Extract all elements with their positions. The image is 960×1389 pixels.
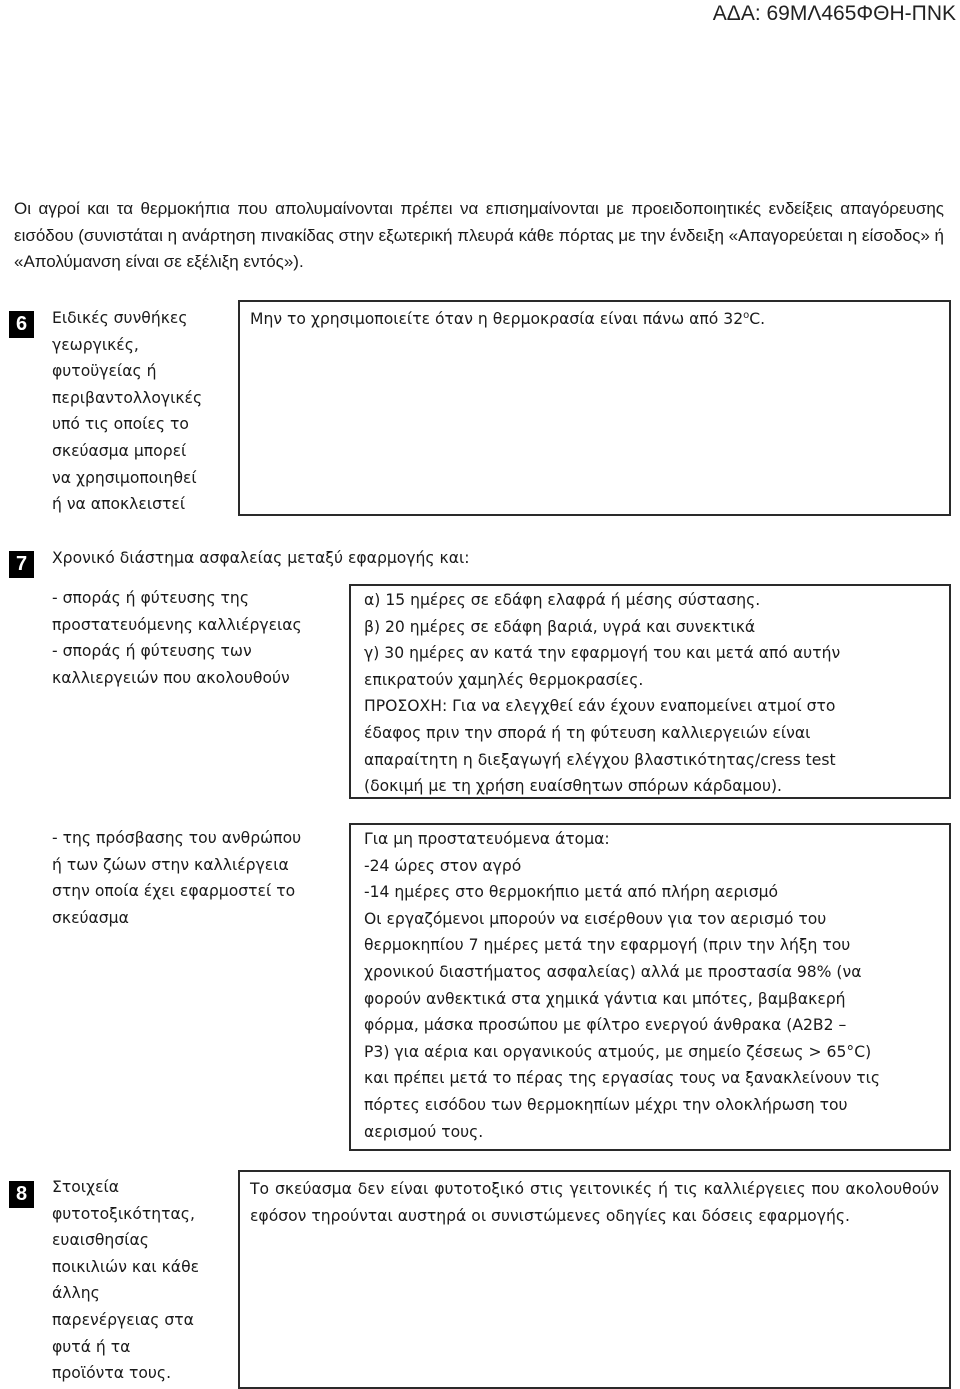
degree-superscript: ο bbox=[743, 310, 750, 321]
section-6-text-unit: C. bbox=[749, 310, 766, 328]
section-7-row-2-box bbox=[349, 823, 951, 1151]
section-7-title: Χρονικό διάστημα ασφαλείας μεταξύ εφαρμογής και: bbox=[52, 549, 470, 567]
section-7-row-2-label: - της πρόσβασης του ανθρώπου ή των ζώων στην καλλιέργεια στην οποία έχει εφαρμοστεί το σκεύασμα bbox=[52, 829, 302, 927]
ada-code: ΑΔΑ: 69ΜΛ465ΦΘΗ-ΠΝΚ bbox=[712, 2, 956, 25]
section-6-text-main: Μην το χρησιμοποιείτε όταν η θερμοκρασία είναι πάνω από 32 bbox=[250, 310, 744, 328]
section-8-number: 8 bbox=[9, 1181, 34, 1208]
section-7-row-1-label: - σποράς ή φύτευσης της προστατευόμενης καλλιέργειας - σποράς ή φύτευσης των καλλιεργειών που ακολουθούν bbox=[52, 589, 302, 687]
section-6-text bbox=[250, 306, 949, 333]
section-8-box bbox=[238, 1170, 951, 1389]
section-8-text: Το σκεύασμα δεν είναι φυτοτοξικό στις γειτονικές ή τις καλλιέργειες που ακολουθούν εφόσον τηρούνται αυστηρά οι συνιστώμενες οδηγίες και δόσεις εφαρμογής. bbox=[250, 1180, 939, 1225]
section-7-row-1-box bbox=[349, 584, 951, 799]
section-6-box bbox=[238, 300, 951, 516]
intro-paragraph: Οι αγροί και τα θερμοκήπια που απολυμαίνονται πρέπει να επισημαίνονται με προειδοποιητικές ενδείξεις απαγόρευσης εισόδου (συνιστάται η ανάρτηση πινακίδας στην εξωτερική πλευρά κάθε πόρτας με την ένδειξη «Απαγορεύεται η είσοδος» ή «Απολύμανση είναι σε εξέλιξη εντός»). bbox=[14, 199, 944, 272]
section-7-row-2-text: Για μη προστατευόμενα άτομα: -24 ώρες στον αγρό -14 ημέρες στο θερμοκήπιο μετά από πλήρη αερισμό Οι εργαζόμενοι μπορούν να εισέρθουν για τον αερισμό του θερμοκηπίου 7 ημέρες μετά την εφαρμογή (πριν την λήξη του χρονικού διαστήματος ασφαλείας) αλλά με προστασία 98% (να φορούν ανθεκτικά στα χημικά γάντια και μπότες, βαμβακερή φόρμα, μάσκα προσώπου με φίλτρο ενεργού άνθρακα (Α2Β2 – Ρ3) για αέρια και οργανικούς ατμούς, με σημείο ζέσεως > 65°C) και πρέπει μετά το πέρας της εργασίας τους να ξανακλείνουν τις πόρτες εισόδου των θερμοκηπίων μέχρι την ολοκλήρωση του αερισμού τους. bbox=[364, 830, 881, 1141]
section-7-number: 7 bbox=[9, 551, 34, 578]
section-7-row-1-text: α) 15 ημέρες σε εδάφη ελαφρά ή μέσης σύστασης. β) 20 ημέρες σε εδάφη βαριά, υγρά και συνεκτικά γ) 30 ημέρες αν κατά την εφαρμογή του και μετά από αυτήν επικρατούν χαμηλές θερμοκρασίες. ΠΡΟΣΟΧΗ: Για να ελεγχθεί εάν έχουν εναπομείνει ατμοί στο έδαφος πριν την σπορά ή τη φύτευση καλλιεργειών είναι απαραίτητη η διεξαγωγή ελέγχου βλαστικότητας/cress test (δοκιμή με τη χρήση ευαίσθητων σπόρων κάρδαμου). bbox=[364, 591, 841, 796]
section-6-label: Ειδικές συνθήκες γεωργικές, φυτοϋγείας ή περιβαντολλογικές υπό τις οποίες το σκεύασμα μπορεί να χρησιμοποιηθεί ή να αποκλειστεί bbox=[52, 309, 203, 514]
section-8-label: Στοιχεία φυτοτοξικότητας, ευαισθησίας ποικιλιών και κάθε άλλης παρενέργειας στα φυτά ή τα προϊόντα τους. bbox=[52, 1178, 200, 1383]
section-6-number: 6 bbox=[9, 311, 34, 338]
